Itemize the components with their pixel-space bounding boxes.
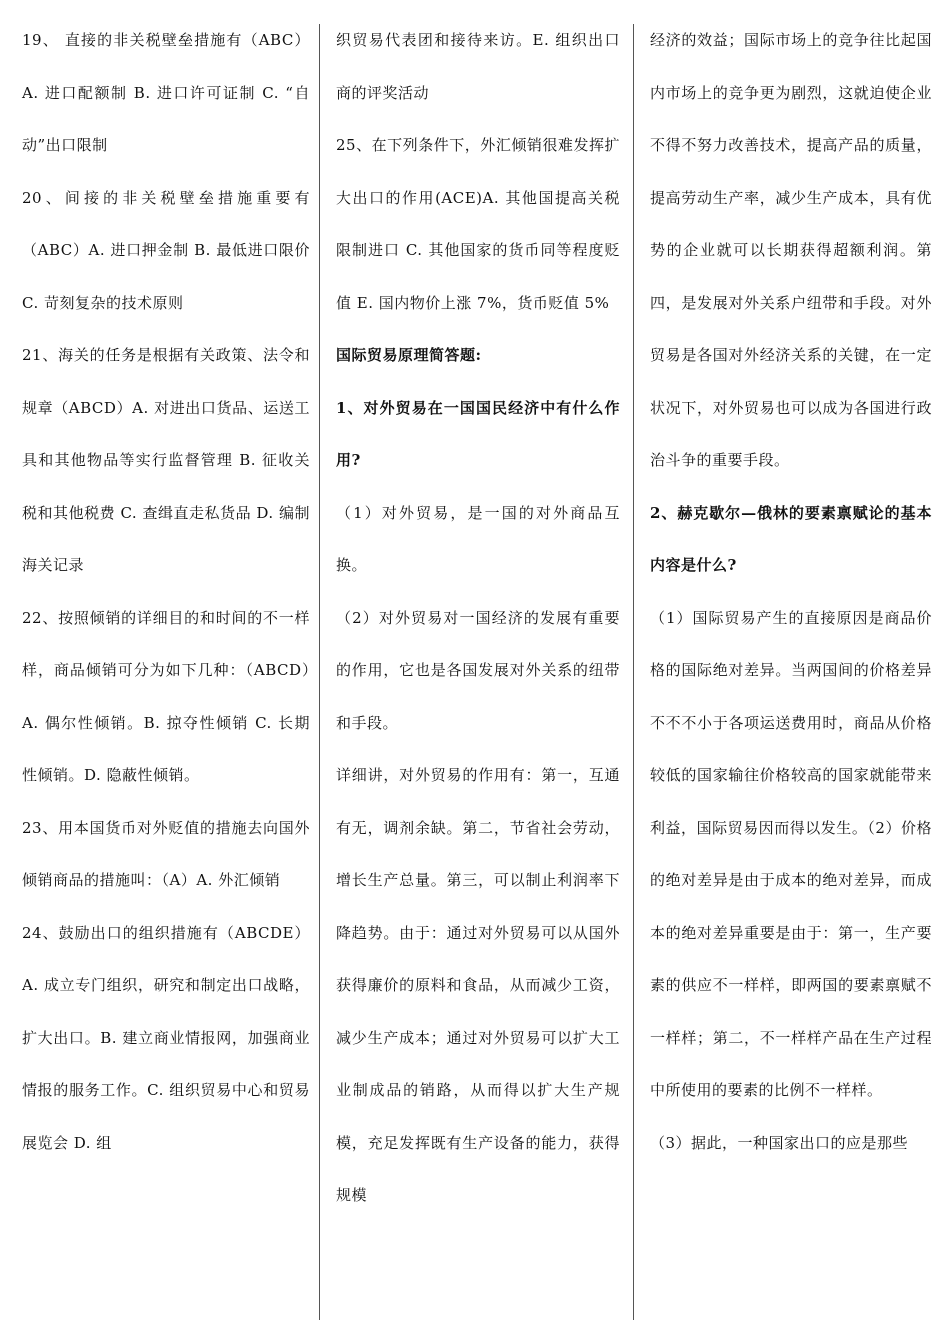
paragraph-q23: 23、用本国货币对外贬值的措施去向国外倾销商品的措施叫：（A）A. 外汇倾销 bbox=[22, 818, 310, 889]
question-1-heading: 1、对外贸易在一国国民经济中有什么作用? bbox=[336, 398, 620, 469]
question-2-heading: 2、赫克歇尔—俄林的要素禀赋论的基本内容是什么? bbox=[650, 503, 932, 574]
answer-1-detail: 详细讲，对外贸易的作用有：第一，互通有无，调剂余缺。第二，节省社会劳动，增长生产总量。第三，可以制止利润率下降趋势。由于：通过对外贸易可以从国外获得廉价的原料和食品，从而减少工资，减少生产成本；通过对外贸易可以扩大工业制成品的销路，从而得以扩大生产规模，充足发挥既有生产设备的能力，获得规模 bbox=[336, 766, 620, 1204]
answer-2-part-3: （3）据此，一种国家出口的应是那些 bbox=[650, 1133, 909, 1152]
paragraph-q19: 19、 直接的非关税壁垒措施有（ABC）A. 进口配额制 B. 进口许可证制 C. “自动”出口限制 bbox=[22, 31, 310, 154]
answer-1-part-1: （1）对外贸易，是一国的对外商品互换。 bbox=[336, 503, 620, 574]
column-divider-2 bbox=[633, 24, 634, 1320]
answer-1-part-2: （2）对外贸易对一国经济的发展有重要的作用，它也是各国发展对外关系的纽带和手段。 bbox=[336, 608, 620, 732]
column-divider-1 bbox=[319, 24, 320, 1320]
paragraph-q24: 24、鼓励出口的组织措施有（ABCDE）A. 成立专门组织，研究和制定出口战略，扩大出口。B. 建立商业情报网，加强商业情报的服务工作。C. 组织贸易中心和贸易展览会 D. 组 bbox=[22, 923, 310, 1152]
column-3 bbox=[650, 14, 932, 1169]
paragraph-q24-cont: 织贸易代表团和接待来访。E. 组织出口商的评奖活动 bbox=[336, 31, 620, 102]
answer-1-detail-cont: 经济的效益；国际市场上的竞争往比起国内市场上的竞争更为剧烈，这就迫使企业不得不努力改善技术，提高产品的质量，提高劳动生产率，减少生产成本，具有优势的企业就可以长期获得超额利润。第四，是发展对外关系户纽带和手段。对外贸易是各国对外经济关系的关键，在一定状况下，对外贸易也可以成为各国进行政治斗争的重要手段。 bbox=[650, 31, 932, 469]
column-1 bbox=[22, 14, 310, 1169]
paragraph-q20: 20、间接的非关税壁垒措施重要有（ABC）A. 进口押金制 B. 最低进口限价 C. 苛刻复杂的技术原则 bbox=[22, 188, 310, 312]
column-2 bbox=[336, 14, 620, 1222]
section-heading: 国际贸易原理简答题: bbox=[336, 346, 482, 364]
answer-2-part-1-2: （1）国际贸易产生的直接原因是商品价格的国际绝对差异。当两国间的价格差异不不不小于各项运送费用时，商品从价格较低的国家输往价格较高的国家就能带来利益，国际贸易因而得以发生。（2）价格的绝对差异是由于成本的绝对差异，而成本的绝对差异重要是由于：第一，生产要素的供应不一样样，即两国的要素禀赋不一样样；第二，不一样样产品在生产过程中所使用的要素的比例不一样样。 bbox=[650, 608, 932, 1099]
paragraph-q22: 22、按照倾销的详细目的和时间的不一样样，商品倾销可分为如下几种：（ABCD）A. 偶尔性倾销。B. 掠夺性倾销 C. 长期性倾销。D. 隐蔽性倾销。 bbox=[22, 608, 310, 784]
paragraph-q21: 21、海关的任务是根据有关政策、法令和规章（ABCD）A. 对进出口货品、运送工具和其他物品等实行监督管理 B. 征收关税和其他税费 C. 查缉直走私货品 D. 编制海关记录 bbox=[22, 346, 310, 574]
paragraph-q25: 25、在下列条件下，外汇倾销很难发挥扩大出口的作用(ACE)A. 其他国提高关税限制进口 C. 其他国家的货币同等程度贬值 E. 国内物价上涨 7%，货币贬值 5% bbox=[336, 136, 620, 312]
